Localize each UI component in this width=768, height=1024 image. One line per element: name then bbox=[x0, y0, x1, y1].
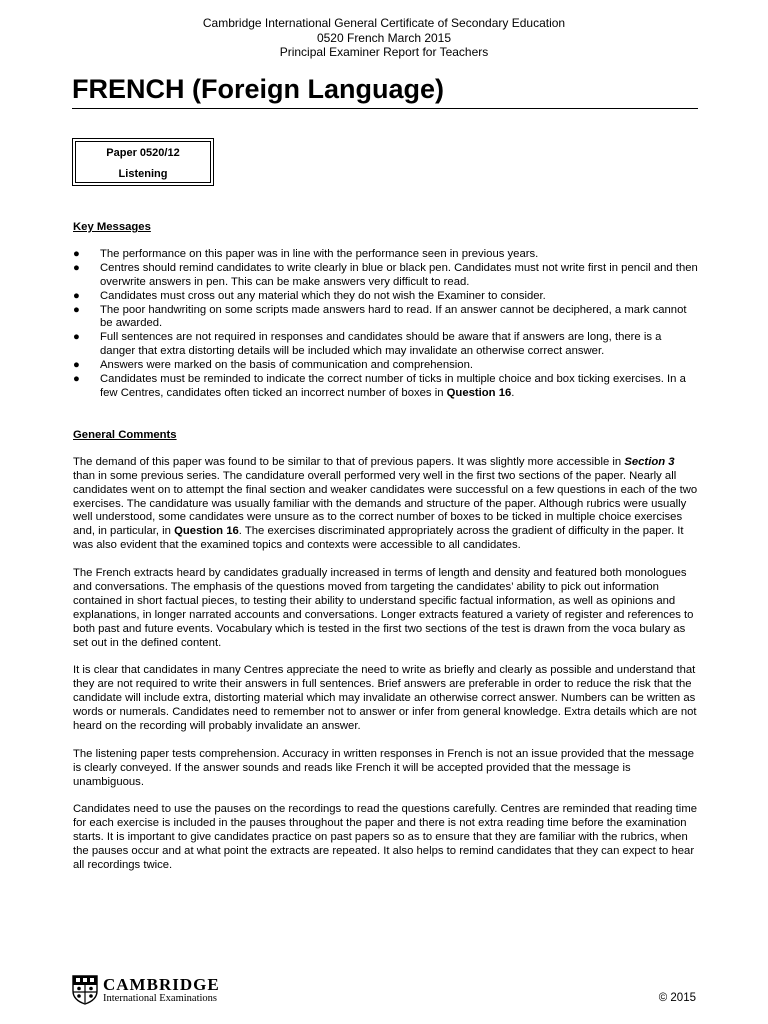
question-reference: Question 16 bbox=[174, 525, 239, 538]
paragraph: It is clear that candidates in many Centres appreciate the need to write as briefly and clearly as possible and understand that they are not required to write their answers in full sentences. Brief answers are preferable in order to reduce the risk that the candidate will include extra, distorting material which may invalidate an otherwise correct answer. Numbers can be written as words or numerals. Candidates need to remember not to answer or infer from general knowledge. Extra details which are not heard on the recording will probably invalidate an answer. bbox=[73, 664, 697, 732]
title-divider bbox=[72, 108, 698, 109]
header-qualification: Cambridge International General Certificate of Secondary Education bbox=[202, 16, 566, 30]
bullet-icon: ● bbox=[73, 303, 80, 316]
list-item-text: Centres should remind candidates to write clearly in blue or black pen. Candidates must not write first in pencil and then overwrite answers in pen. This can be make answers very difficult to read. bbox=[100, 261, 698, 288]
list-item-text: Full sentences are not required in responses and candidates should be aware that if answers are long, there is a danger that extra distorting details will be included which may invalidate an otherwise correct answer. bbox=[100, 331, 662, 358]
list-item bbox=[73, 248, 698, 262]
list-item bbox=[73, 262, 698, 290]
list-item bbox=[73, 304, 698, 332]
paragraph-text: than in some previous series. The candidature overall performed very well in the first two sections of the paper. Nearly all candidates went on to attempt the final section and weaker candidates were successful on a few questions in each of the two exercises. The candidature was usually familiar with the demands and structure of the paper. Although rubrics were usually well understood, some candidates were unsure as to the correct number of boxes to be ticked in multiple choice exercises and, in particular, in bbox=[73, 469, 698, 538]
logo-text-main: CAMBRIDGE bbox=[103, 974, 220, 994]
list-item bbox=[73, 373, 698, 401]
section-reference: Section 3 bbox=[624, 455, 675, 468]
bullet-icon: ● bbox=[73, 289, 80, 302]
bullet-icon: ● bbox=[73, 247, 80, 260]
list-item-text: Answers were marked on the basis of communication and comprehension. bbox=[100, 359, 473, 372]
cambridge-logo bbox=[72, 974, 220, 1006]
key-messages-heading: Key Messages bbox=[73, 221, 151, 233]
general-comments-heading: General Comments bbox=[73, 428, 177, 441]
list-item bbox=[73, 290, 698, 304]
question-reference: Question 16 bbox=[446, 386, 512, 399]
paper-number: Paper 0520/12 bbox=[106, 147, 180, 159]
bullet-icon: ● bbox=[73, 373, 80, 386]
bullet-icon: ● bbox=[73, 331, 80, 344]
list-item bbox=[73, 359, 698, 373]
header-syllabus: 0520 French March 2015 bbox=[316, 30, 452, 45]
paragraph-text: . The exercises discriminated appropriately across the gradient of difficulty in the paper. It was also evident that the examined topics and contexts were accessible to all candidates. bbox=[73, 525, 684, 552]
paragraph bbox=[73, 456, 698, 553]
report-body bbox=[73, 221, 698, 887]
paragraph: Candidates need to use the pauses on the recordings to read the questions carefully. Centres are reminded that reading time for each exercise is included in the pauses throughout the paper and there is not extra reading time before the examination starts. It is important to give candidates practice on past papers so as to ensure that they are familiar with the rubrics, when the pauses occur and at what point the extracts are repeated. It also helps to remind candidates that they can expect to hear all recordings twice. bbox=[73, 803, 698, 871]
paper-info-box bbox=[72, 138, 214, 186]
list-item-text: The performance on this paper was in line with the performance seen in previous years. bbox=[100, 247, 539, 260]
page-title: FRENCH (Foreign Language) bbox=[72, 74, 444, 104]
list-item-text: The poor handwriting on some scripts made answers hard to read. If an answer cannot be deciphered, a mark cannot be awarded. bbox=[100, 303, 687, 330]
report-header bbox=[0, 16, 768, 60]
cambridge-shield-icon bbox=[72, 975, 98, 1005]
list-item-text-end: . bbox=[511, 386, 515, 399]
paragraph-text: The demand of this paper was found to be similar to that of previous papers. It was slightly more accessible in bbox=[73, 455, 625, 468]
key-messages-list bbox=[73, 248, 698, 401]
paragraph: The listening paper tests comprehension. Accuracy in written responses in French is not an issue provided that the message is clearly conveyed. If the answer sounds and reads like French it will be accepted provided that the message is unambiguous. bbox=[73, 747, 695, 788]
header-report-type: Principal Examiner Report for Teachers bbox=[279, 45, 489, 59]
list-item bbox=[73, 331, 698, 359]
logo-text bbox=[103, 976, 220, 1005]
bullet-icon: ● bbox=[73, 359, 80, 372]
list-item-text: Candidates must be reminded to indicate the correct number of ticks in multiple choice and box ticking exercises. In a few Centres, candidates often ticked an incorrect number of boxes in bbox=[100, 373, 686, 399]
paper-info-box-inner bbox=[75, 141, 211, 183]
bullet-icon: ● bbox=[73, 261, 80, 274]
paper-component: Listening bbox=[118, 168, 168, 180]
list-item-text: Candidates must cross out any material which they do not wish the Examiner to consider. bbox=[100, 289, 546, 302]
paragraph: The French extracts heard by candidates gradually increased in terms of length and density and featured both monologues and conversations. The emphasis of the questions moved from targeting the candidates’ ability to pick out information contained in short factual pieces, to testing their ability to understand specific factual information, as well as opinions and explanations, in longer narrated accounts and conversations. Longer extracts featured a variety of register and references to both past and future events. Vocabulary which is tested in the first two sections of the test is drawn from the voca bulary as set out in the defined content. bbox=[73, 567, 694, 649]
logo-text-sub: International Examinations bbox=[103, 992, 218, 1004]
copyright-notice: © 2015 bbox=[658, 992, 696, 1004]
